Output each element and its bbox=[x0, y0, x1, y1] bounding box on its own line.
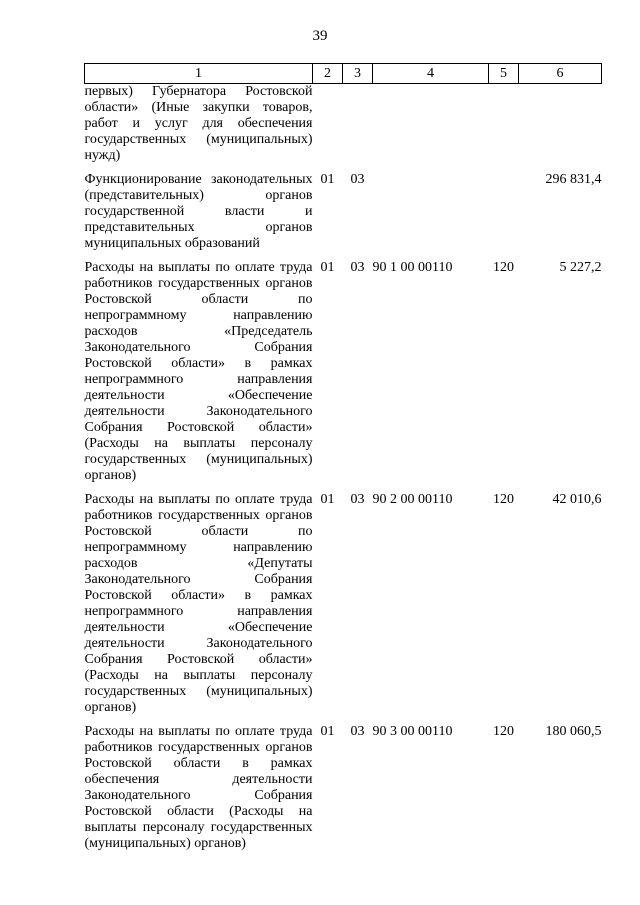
row-code: 90 1 00 00110 bbox=[372, 260, 453, 275]
row-name: Расходы на выплаты по оплате труда работников государственных органов Ростовской области в рамках обеспечения деятельности Законодательного Собрания Ростовской области (Расходы на выплаты персоналу государственных (муниципальных) органов) bbox=[84, 724, 313, 851]
budget-table bbox=[84, 63, 602, 852]
row-code: 90 2 00 00110 bbox=[372, 492, 453, 507]
row-type bbox=[489, 84, 519, 165]
row-code bbox=[373, 164, 489, 252]
row-name: первых) Губернатора Ростовской области» (Иные закупки товаров, работ и услуг для обеспечения государственных (муниципальных) нужд) bbox=[84, 84, 313, 163]
row-sum: 296 831,4 bbox=[545, 172, 602, 187]
row-type bbox=[489, 164, 519, 252]
row-sum: 5 227,2 bbox=[559, 260, 602, 275]
row-subsection bbox=[343, 84, 373, 165]
row-subsection: 03 bbox=[350, 724, 365, 739]
row-section bbox=[313, 84, 343, 165]
row-subsection: 03 bbox=[350, 260, 365, 275]
table-row bbox=[85, 252, 602, 484]
header-col-1: 1 bbox=[85, 64, 313, 84]
table-row bbox=[85, 84, 602, 165]
row-section: 01 bbox=[320, 492, 335, 507]
row-section: 01 bbox=[320, 260, 335, 275]
row-name: Расходы на выплаты по оплате труда работников государственных органов Ростовской области по непрограммному направлению расходов «Председатель Законодательного Собрания Ростовской области» в рамках непрограммного направления деятельности «Обеспечение деятельности Законодательного Собрания Ростовской области» (Расходы на выплаты персоналу государственных (муниципальных) органов) bbox=[84, 260, 313, 483]
row-type: 120 bbox=[493, 260, 514, 275]
row-sum: 42 010,6 bbox=[552, 492, 602, 507]
header-row bbox=[85, 64, 602, 84]
table-row bbox=[85, 164, 602, 252]
row-subsection: 03 bbox=[350, 172, 365, 187]
row-sum: 180 060,5 bbox=[545, 724, 602, 739]
header-col-3: 3 bbox=[343, 64, 373, 84]
row-subsection: 03 bbox=[350, 492, 365, 507]
row-code bbox=[373, 84, 489, 165]
row-section: 01 bbox=[320, 172, 335, 187]
row-name: Функционирование законодательных (представительных) органов государственной власти и представительных органов муниципальных образований bbox=[84, 172, 313, 251]
table-row bbox=[85, 484, 602, 716]
header-col-2: 2 bbox=[313, 64, 343, 84]
row-type: 120 bbox=[493, 492, 514, 507]
header-col-6: 6 bbox=[519, 64, 602, 84]
row-section: 01 bbox=[320, 724, 335, 739]
row-sum bbox=[519, 84, 602, 165]
row-type: 120 bbox=[493, 724, 514, 739]
row-code: 90 3 00 00110 bbox=[372, 724, 453, 739]
row-name: Расходы на выплаты по оплате труда работников государственных органов Ростовской области по непрограммному направлению расходов «Депутаты Законодательного Собрания Ростовской области» в рамках непрограммного направления деятельности «Обеспечение деятельности Законодательного Собрания Ростовской области» (Расходы на выплаты персоналу государственных (муниципальных) органов) bbox=[84, 492, 313, 715]
table-row bbox=[85, 716, 602, 852]
page-number: 39 bbox=[312, 28, 328, 44]
header-col-4: 4 bbox=[373, 64, 489, 84]
header-col-5: 5 bbox=[489, 64, 519, 84]
